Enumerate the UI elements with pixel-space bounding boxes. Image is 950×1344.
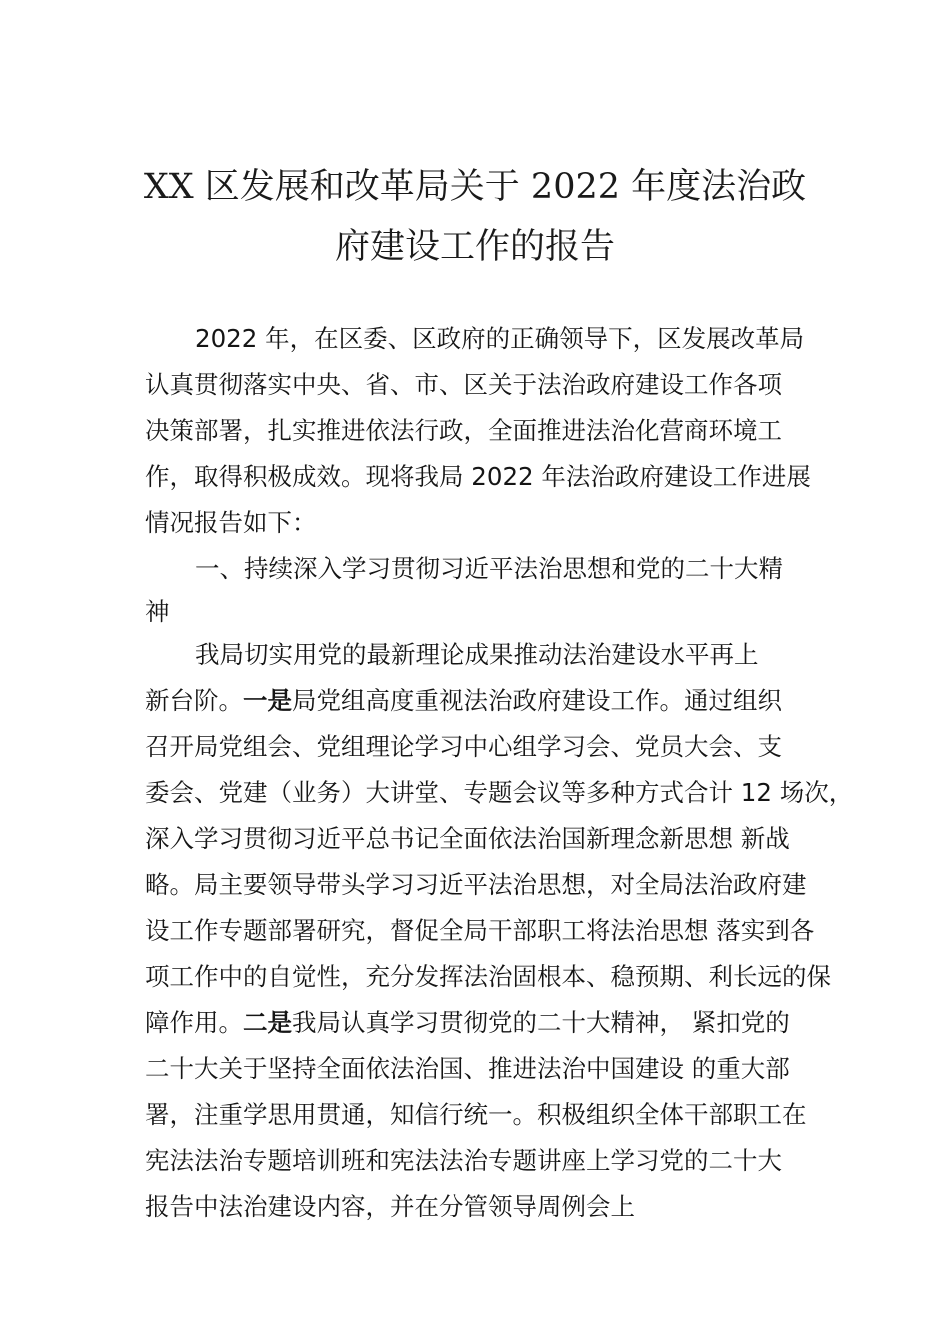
paragraph-2-line-6: 略。局主要领导带头学习习近平法治思想，对全局法治政府建: [145, 870, 807, 899]
text-run: 新台阶。: [145, 686, 243, 715]
paragraph-2-line-5: 深入学习贯彻习近平总书记全面依法治国新理念新思想 新战: [145, 824, 790, 853]
section-heading-1-line-1: 一、持续深入学习贯彻习近平法治思想和党的二十大精: [195, 554, 783, 583]
paragraph-1-line-1: 2022 年，在区委、区政府的正确领导下，区发展改革局: [195, 324, 805, 353]
paragraph-2-line-7: 设工作专题部署研究，督促全局干部职工将法治思想 落实到各: [145, 916, 815, 945]
paragraph-2-line-8: 项工作中的自觉性，充分发挥法治固根本、稳预期、利长远的保: [145, 962, 831, 991]
paragraph-1-line-4: 作，取得积极成效。现将我局 2022 年法治政府建设工作进展: [145, 462, 811, 491]
text-run: 我局认真学习贯彻党的二十大精神， 紧扣党的: [292, 1008, 790, 1037]
paragraph-1-line-3: 决策部署，扎实推进依法行政，全面推进法治化营商环境工: [145, 416, 782, 445]
paragraph-2-line-3: 召开局党组会、党组理论学习中心组学习会、党员大会、支: [145, 732, 782, 761]
section-heading-1-line-2: 神: [145, 597, 170, 626]
paragraph-2-line-1: 我局切实用党的最新理论成果推动法治建设水平再上: [195, 640, 759, 669]
bold-marker-second: 二是: [243, 1008, 292, 1037]
paragraph-2-line-13: 报告中法治建设内容，并在分管领导周例会上: [145, 1192, 635, 1221]
paragraph-1-line-5: 情况报告如下：: [145, 508, 317, 537]
paragraph-1-line-2: 认真贯彻落实中央、省、市、区关于法治政府建设工作各项: [145, 370, 782, 399]
text-run: 局党组高度重视法治政府建设工作。通过组织: [292, 686, 782, 715]
document-title-line-2: 府建设工作的报告: [334, 227, 615, 267]
paragraph-2-line-12: 宪法法治专题培训班和宪法法治专题讲座上学习党的二十大: [145, 1146, 782, 1175]
document-title-line-1: XX 区发展和改革局关于 2022 年度法治政: [143, 167, 807, 207]
bold-marker-first: 一是: [243, 686, 292, 715]
paragraph-2-line-11: 署，注重学思用贯通，知信行统一。积极组织全体干部职工在: [145, 1100, 807, 1129]
paragraph-2-line-4: 委会、党建（业务）大讲堂、专题会议等多种方式合计 12 场次，: [145, 778, 854, 807]
paragraph-2-line-10: 二十大关于坚持全面依法治国、推进法治中国建设 的重大部: [145, 1054, 790, 1083]
paragraph-2-line-2: [145, 684, 782, 718]
text-run: 障作用。: [145, 1008, 243, 1037]
paragraph-2-line-9: [145, 1006, 790, 1040]
